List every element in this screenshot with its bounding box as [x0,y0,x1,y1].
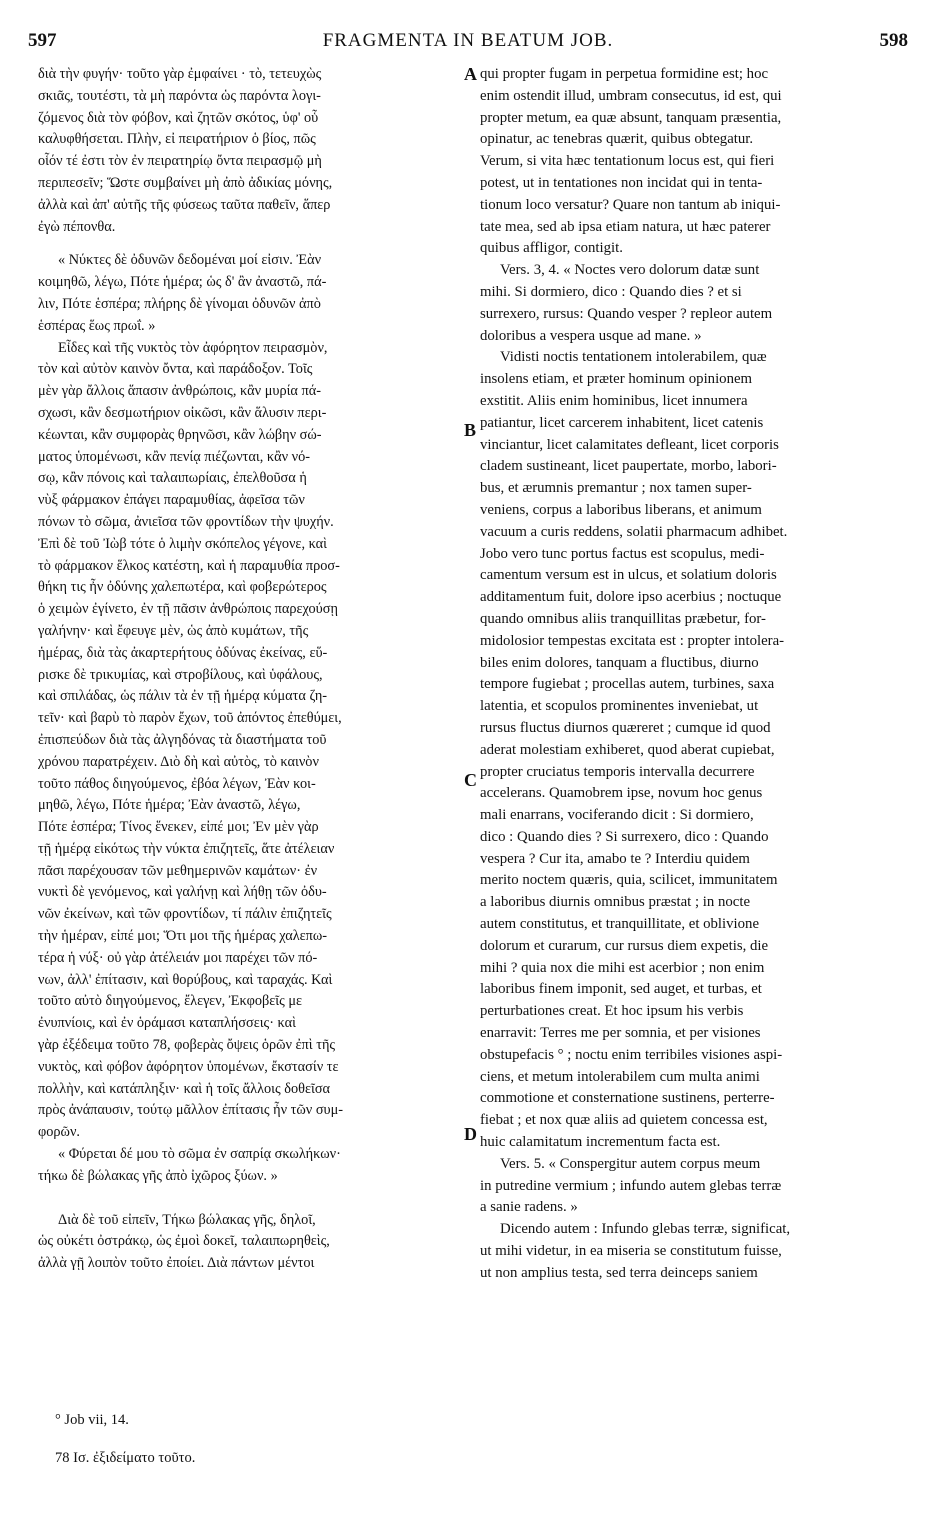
text-line: Vers. 5. « Conspergitur autem corpus meum [500,1155,761,1172]
text-line: τέρα ἡ νύξ· οὐ γὰρ ἀτέλειάν μοι παρέχει τῶν πό- [38,949,318,966]
greek-paragraph-1 [38,64,463,238]
text-line: mali enarrans, vociferando dicit : Si dormiero, [480,807,754,824]
text-line: huic calamitatum incrementum facta est. [480,1134,721,1151]
text-line: διὰ τὴν φυγήν· τοῦτο γὰρ ἐμφαίνει · τὸ, τετευχὼς [38,66,322,82]
text-line: Dicendo autem : Infundo glebas terræ, significat, [500,1221,791,1238]
text-line: λιν, Πότε ἑσπέρα; πλήρης δὲ γίνομαι ὀδυνῶν ἀπὸ [38,295,321,312]
section-marker-a: A [464,64,477,84]
text-line: in putredine vermium ; infundo autem glebas terræ [480,1177,782,1194]
text-line: propter cruciatus temporis intervalla decurrere [480,763,755,780]
text-line: vacuum a curis reddens, solatii pharmacum adhibet. [480,523,788,540]
text-line: περιπεσεῖν; Ὥστε συμβαίνει μὴ ἀπὸ ἀδικίας μόνης, [38,174,333,191]
text-line: enim ostendit illud, umbram consecutus, id est, qui [480,87,782,104]
text-line: qui propter fugam in perpetua formidine est; hoc [480,66,769,82]
text-line: καὶ σπιλάδας, ὡς πάλιν τὰ ἐν τῇ ἡμέρᾳ κύματα ζη- [38,688,328,705]
text-line: « Φύρεται δέ μου τὸ σῶμα ἐν σαπρίᾳ σκωλήκων· [58,1146,341,1163]
text-line: κέωνται, κἂν συμφορὰς θρηνῶσι, κἂν λώβην σώ- [38,426,322,443]
text-line: mihi. Si dormiero, dico : Quando dies ? et si [480,283,742,300]
greek-paragraph-3 [38,338,463,1144]
text-line: vinciantur, licet calamitates defleant, licet corporis [480,436,779,453]
text-line: additamentum fuit, dolore ipso acerbius ; noctuque [480,589,782,606]
text-line: « Νύκτες δὲ ὀδυνῶν δεδομέναι μοί εἰσιν. Ἐὰν [58,252,322,269]
text-line: ut non amplius testa, sed terra deinceps saniem [480,1264,758,1281]
greek-paragraph-2 [38,250,463,337]
text-line: τῇ ἡμέρᾳ εἰκότως τὴν νύκτα ἐπιζητεῖς, ἅτε ἀτέλειαν [38,840,335,857]
text-line: ματος ὑπομένωσι, κἂν πενίᾳ πιέζωνται, κἂν νό- [38,448,310,465]
text-line: obstupefacis ° ; noctu enim terribiles visiones aspi- [480,1046,783,1063]
text-line: exstitit. Aliis enim hominibus, licet innumera [480,392,748,409]
text-line: καλυφθήσεται. Πλὴν, εἰ πειρατήριον ὁ βίος, πῶς [38,131,316,148]
greek-paragraph-5 [38,1210,463,1275]
footnote-1: ° Job vii, 14. [55,1412,129,1428]
latin-paragraph-4 [480,1154,898,1219]
latin-paragraph-3 [480,347,898,1153]
latin-paragraph-1 [480,64,898,260]
text-line: ciens, et metum intolerabilem cum multa animi [480,1068,760,1085]
text-line: cladem sustineant, licet paupertate, morbo, labori- [480,458,777,475]
text-line: κοιμηθῶ, λέγω, Πότε ἡμέρα; ὡς δ' ἂν ἀναστῶ, πά- [38,274,327,291]
text-line: Vers. 3, 4. « Noctes vero dolorum datæ sunt [500,262,760,279]
text-line: tempore fugiebat ; procellas autem, turbines, saxa [480,676,775,693]
text-line: τήκω δὲ βώλακας γῆς ἀπὸ ἰχῶρος ξύων. » [38,1167,278,1184]
page-number-left: 597 [28,30,57,51]
text-line: τὸ φάρμακον ἕλκος κατέστη, καὶ ἡ παραμυθία προσ- [38,557,340,574]
text-line: γὰρ ἐξέδειμα τοῦτο 78, φοβερὰς ὄψεις ὁρῶν ἐπὶ τῆς [38,1037,336,1054]
text-line: ἐγὼ πέπονθα. [38,218,116,235]
text-line: doloribus a vespera usque ad mane. » [480,327,702,344]
text-line: bus, et ærumnis premantur ; nox tamen super- [480,480,752,497]
text-line: biles enim dolores, tanquam a fluctibus, diurno [480,654,759,671]
text-line: fiebat ; et nox quæ aliis ad quietem concessa est, [480,1112,768,1129]
text-line: latentia, et scopulos prominentes inveniebat, ut [480,698,759,715]
text-line: ὡς οὐκέτι ὀστράκῳ, ὡς ἐμοὶ δοκεῖ, ταλαιπωρηθεὶς, [38,1233,330,1250]
text-line: οἷόν τέ ἐστι τὸν ἐν πειρατηρίῳ ὄντα πειρασμῷ μὴ [38,153,322,170]
text-line: τοῦτο αὐτὸ διηγούμενος, ἔλεγεν, Ἐκφοβεῖς με [38,993,303,1010]
text-line: νῶν ἐκείνων, καὶ τῶν φροντίδων, τί πάλιν ἐπιζητεῖς [38,906,332,923]
text-line: vespera ? Cur ita, amabo te ? Interdiu quidem [480,850,750,867]
text-line: perturbationes creat. Et hoc ipsum his verbis [480,1003,744,1020]
text-line: potest, ut in tentationes non incidat qui in tenta- [480,174,763,191]
text-line: tate mea, sed ab ipsa etiam natura, ut hæc paterer [480,218,771,235]
text-line: νὺξ φάρμακον ἐπάγει παραμυθίας, ἀφεῖσα τῶν [38,492,305,509]
text-line: patiantur, licet carcerem inhabitent, licet catenis [480,414,764,431]
running-title: FRAGMENTA IN BEATUM JOB. [322,30,614,51]
text-line: τοῦτο πάθος διηγούμενος, ἐβόα λέγων, Ἐὰν κοι- [38,775,316,792]
text-line: merito noctem quæris, quia, scilicet, immunitatem [480,872,778,889]
text-line: quibus affligor, contigit. [480,240,623,257]
text-line: ἐνυπνίοις, καὶ ἐν ὁράμασι καταπλήσσεις· καὶ [38,1015,296,1032]
text-line: τὴν ἡμέραν, εἰπέ μοι; Ὅτι μοι τῆς ἡμέρας χαλεπω- [38,928,328,945]
text-line: commotione et consternatione sustinens, perterre- [480,1090,775,1107]
text-line: πολλὴν, καὶ κατάπληξιν· καὶ ἡ τοῖς ἄλλοις δοθεῖσα [38,1080,331,1097]
footnote-2: 78 Ισ. ἐξιδείματο τοῦτο. [55,1450,196,1466]
text-line: χρόνου παρατρέχειν. Διὸ δὴ καὶ αὐτὸς, τὸ καινὸν [38,753,319,770]
greek-paragraph-4 [38,1144,463,1188]
section-marker-d: D [464,1124,477,1144]
page-number-right: 598 [879,30,908,51]
text-line: Εἶδες καὶ τῆς νυκτὸς τὸν ἀφόρητον πειρασμὸν, [58,339,328,356]
text-line: Verum, si vita hæc tentationum locus est, qui fieri [480,153,775,170]
text-line: laboribus finem imponit, sed auget, et turbas, et [480,981,762,998]
text-line: insolens etiam, et præter hominum opinionem [480,371,753,388]
text-line: Jobo vero tunc portus factus est scopulus, medi- [480,545,765,562]
text-line: μὲν γὰρ ἄλλοις ἅπασιν ἀνθρώποις, κἂν μυρία πά- [38,383,321,400]
section-marker-c: C [464,770,477,790]
text-line: dico : Quando dies ? Si surrexero, dico : Quando [480,828,769,845]
text-line: νων, ἀλλ' ἐπίτασιν, καὶ θορύβους, καὶ ταραχάς. Καὶ [38,971,333,988]
latin-paragraph-2 [480,260,898,347]
text-line: Vidisti noctis tentationem intolerabilem, quæ [500,349,767,366]
text-line: πρὸς ἀνάπαυσιν, τούτῳ μᾶλλον ἐπίτασις ἦν τῶν συμ- [38,1102,344,1119]
text-line: a sanie radens. » [480,1199,578,1216]
text-line: φορῶν. [38,1124,80,1141]
text-line: midolosior tempestas excitata est : propter intolera- [480,632,785,649]
text-line: ut mihi videtur, in ea miseria se constitutum fuisse, [480,1243,782,1260]
text-line: opinatur, ac tenebras quærit, quibus obtegatur. [480,131,754,148]
text-line: ἑσπέρας ἕως πρωΐ. » [38,317,156,334]
text-line: a laboribus diurnis omnibus præstat ; in nocte [480,894,751,911]
text-line: tionum loco versatur? Quare non tantum ab iniqui- [480,196,781,213]
text-line: mihi ? quia nox die mihi est acerbior ; non enim [480,959,765,976]
text-line: enarravit: Terres me per somnia, et per visiones [480,1025,761,1042]
text-line: πόνων τὸ σῶμα, ἀνιεῖσα τῶν φροντίδων τὴν ψυχήν. [38,513,334,530]
text-line: Ἐπὶ δὲ τοῦ Ἰὼβ τότε ὁ λιμὴν σκόπελος γέγονε, καὶ [38,535,328,552]
text-line: ρισκε δὲ τρικυμίας, καὶ στροβίλους, καὶ ὑφάλους, [38,666,323,683]
text-line: propter metum, ea quæ absunt, tanquam præsentia, [480,109,782,126]
text-line: camentum versum est in ulcus, et solatium doloris [480,567,777,584]
page-header [28,30,908,54]
text-line: σῳ, κἂν πόνοις καὶ ταλαιπωρίαις, ἐπελθοῦσα ἡ [38,470,307,487]
text-line: τεῖν· καὶ βαρὺ τὸ παρὸν ἔχων, τοῦ ἀπόντος ἐπεθύμει, [38,710,342,727]
text-line: Διὰ δὲ τοῦ εἰπεῖν, Τήκω βώλακας γῆς, δηλοῖ, [58,1211,316,1228]
text-line: ζόμενος διὰ τὸν φόβον, καὶ ζητῶν σκότος, ὑφ' οὗ [38,109,319,126]
text-line: νυκτὸς, καὶ φόβον ἀφόρητον ὑπομένων, ἔκστασίν τε [38,1058,339,1075]
greek-column [38,64,463,1275]
text-line: τὸν καὶ αὐτὸν καινὸν ὄντα, καὶ παράδοξον. Τοῖς [38,361,313,378]
text-line: μηθῶ, λέγω, Πότε ἡμέρα; Ἐὰν ἀναστῶ, λέγω, [38,797,301,814]
text-line: surrexero, rursus: Quando vesper ? repleor autem [480,305,773,322]
latin-column [480,64,898,1285]
text-line: quando omnibus aliis tranquillitas præbetur, for- [480,610,766,627]
text-line: dolorum et curarum, cur rursus diem expetis, die [480,937,769,954]
text-line: accelerans. Quamobrem ipse, novum hoc genus [480,785,763,802]
text-line: autem constitutus, et tranquillitate, et oblivione [480,916,760,933]
text-line: Πότε ἑσπέρα; Τίνος ἕνεκεν, εἰπέ μοι; Ἐν μὲν γὰρ [38,819,319,836]
text-line: aderat molestiam exhiberet, quod aberat cupiebat, [480,741,775,758]
text-line: ὁ χειμὼν ἐγίνετο, ἐν τῇ πᾶσιν ἀνθρώποις παρεχούσῃ [38,601,338,618]
text-line: σχωσι, κἂν δεσμωτήριον οἰκῶσι, κἂν ἅλυσιν περι- [38,404,327,421]
text-line: σκιᾶς, τουτέστι, τὰ μὴ παρόντα ὡς παρόντα λογι- [38,87,321,104]
section-marker-b: B [464,420,477,440]
text-line: ἀλλὰ γῇ λοιπὸν τοῦτο ἐποίει. Διὰ πάντων μέντοι [38,1255,315,1272]
text-line: γαλήνην· καὶ ἔφευγε μὲν, ὡς ἀπὸ κυμάτων, τῆς [38,622,309,639]
text-line: veniens, corpus a laboribus liberans, et animum [480,501,762,518]
latin-paragraph-5 [480,1219,898,1284]
text-line: θήκη τις ἦν ὀδύνης χαλεπωτέρα, καὶ φοβερώτερος [38,579,327,596]
text-line: ἀλλὰ καὶ ἀπ' αὐτῆς τῆς φύσεως ταῦτα παθεῖν, ἅπερ [38,196,331,213]
text-line: ἐπισπεύδων διὰ τὰς ἀλγηδόνας τὰ διαστήματα τοῦ [38,731,327,748]
text-line: νυκτὶ δὲ γενόμενος, καὶ γαλήνῃ καὶ λήθῃ τῶν ὀδυ- [38,884,327,901]
text-line: rursus fluctus diurnos quæreret ; cumque id quod [480,719,771,736]
text-line: ἡμέρας, διὰ τὰς ἀκαρτερήτους ὀδύνας ἐκείνας, εὕ- [38,644,328,661]
text-line: πᾶσι παρέχουσαν τῶν μεθημερινῶν καμάτων· ἐν [38,862,318,879]
